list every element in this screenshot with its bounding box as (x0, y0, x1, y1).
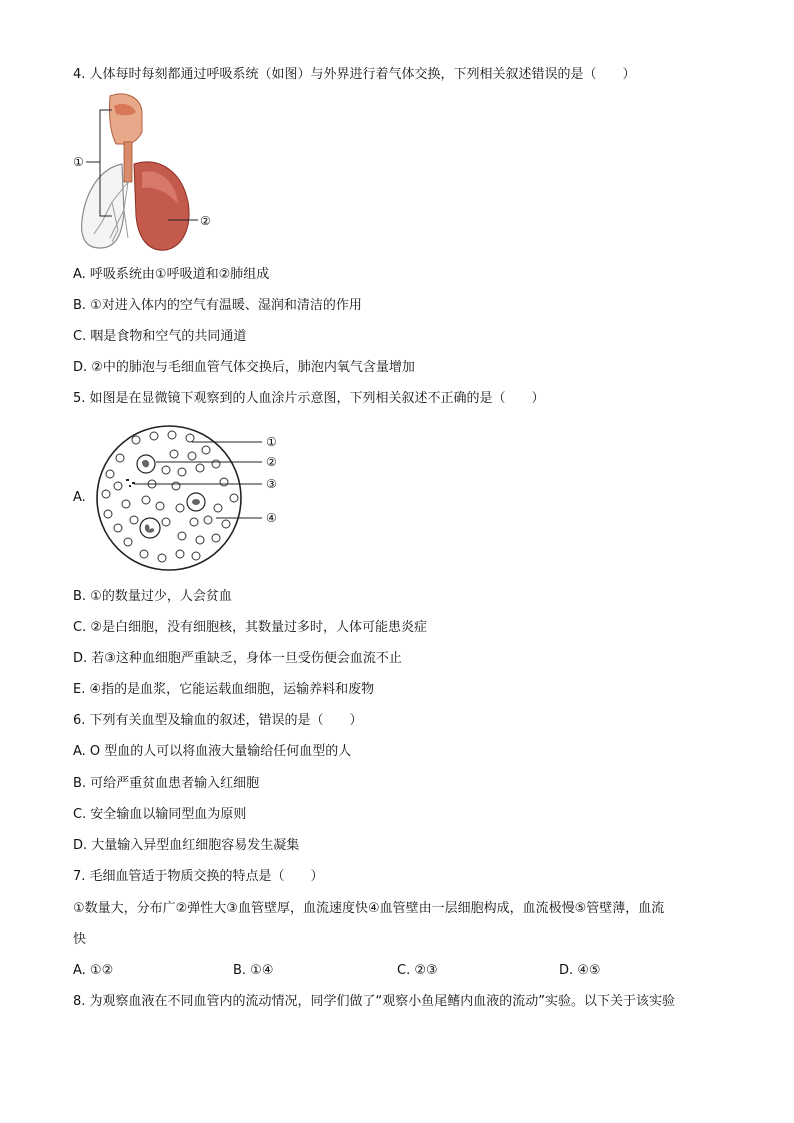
blood-smear-figure (96, 424, 286, 574)
q4-stem: 4. 人体每时每刻都通过呼吸系统（如图）与外界进行着气体交换，下列相关叙述错误的是（ ） (73, 67, 636, 82)
figure-label-2: ② (200, 214, 211, 228)
smear-label-1: ① (266, 435, 277, 449)
q7-choice-b: B. ①④ (233, 963, 274, 978)
q7-stem: 7. 毛细血管适于物质交换的特点是（ ） (73, 869, 324, 884)
q5-option-d: D. 若③这种血细胞严重缺乏，身体一旦受伤便会血流不止 (73, 651, 402, 666)
q6-option-b: B. 可给严重贫血患者输入红细胞 (73, 776, 260, 791)
q4-option-a: A. 呼吸系统由①呼吸道和②肺组成 (73, 267, 270, 282)
left-lung (82, 164, 124, 248)
q4-option-b: B. ①对进入体内的空气有温暖、湿润和清洁的作用 (73, 298, 362, 313)
smear-label-2: ② (266, 455, 277, 469)
q5-option-b: B. ①的数量过少，人会贫血 (73, 589, 232, 604)
q6-option-a: A. O 型血的人可以将血液大量输给任何血型的人 (73, 744, 352, 759)
q7-choice-c: C. ②③ (397, 963, 438, 978)
smear-label-4: ④ (266, 511, 277, 525)
microscope-field (97, 426, 241, 570)
q7-body-line-2: 快 (73, 932, 87, 947)
q7-body-line-1: ①数量大，分布广②弹性大③血管壁厚，血流速度快④血管壁由一层细胞构成，血流极慢⑤管壁薄，血流 (73, 901, 665, 916)
q6-option-d: D. 大量输入异型血红细胞容易发生凝集 (73, 838, 300, 853)
trachea (124, 142, 132, 182)
q5-option-e: E. ④指的是血浆，它能运载血细胞，运输养料和废物 (73, 682, 375, 697)
q5-option-a-prefix: A. (73, 490, 86, 505)
q5-stem: 5. 如图是在显微镜下观察到的人血涂片示意图，下列相关叙述不正确的是（ ） (73, 391, 545, 406)
smear-label-3: ③ (266, 477, 277, 491)
q5-option-c: C. ②是白细胞，没有细胞核，其数量过多时，人体可能患炎症 (73, 620, 427, 635)
q7-choice-a: A. ①② (73, 963, 114, 978)
head-shape (109, 94, 142, 144)
q4-option-c: C. 咽是食物和空气的共同通道 (73, 329, 247, 344)
q8-stem: 8. 为观察血液在不同血管内的流动情况，同学们做了“观察小鱼尾鳍内血液的流动”实验。以下关于该实验 (73, 994, 676, 1009)
q7-choice-d: D. ④⑤ (559, 963, 601, 978)
q6-option-c: C. 安全输血以输同型血为原则 (73, 807, 247, 822)
figure-label-1: ① (73, 155, 84, 169)
q6-stem: 6. 下列有关血型及输血的叙述，错误的是（ ） (73, 713, 363, 728)
q4-option-d: D. ②中的肺泡与毛细血管气体交换后，肺泡内氧气含量增加 (73, 360, 415, 375)
